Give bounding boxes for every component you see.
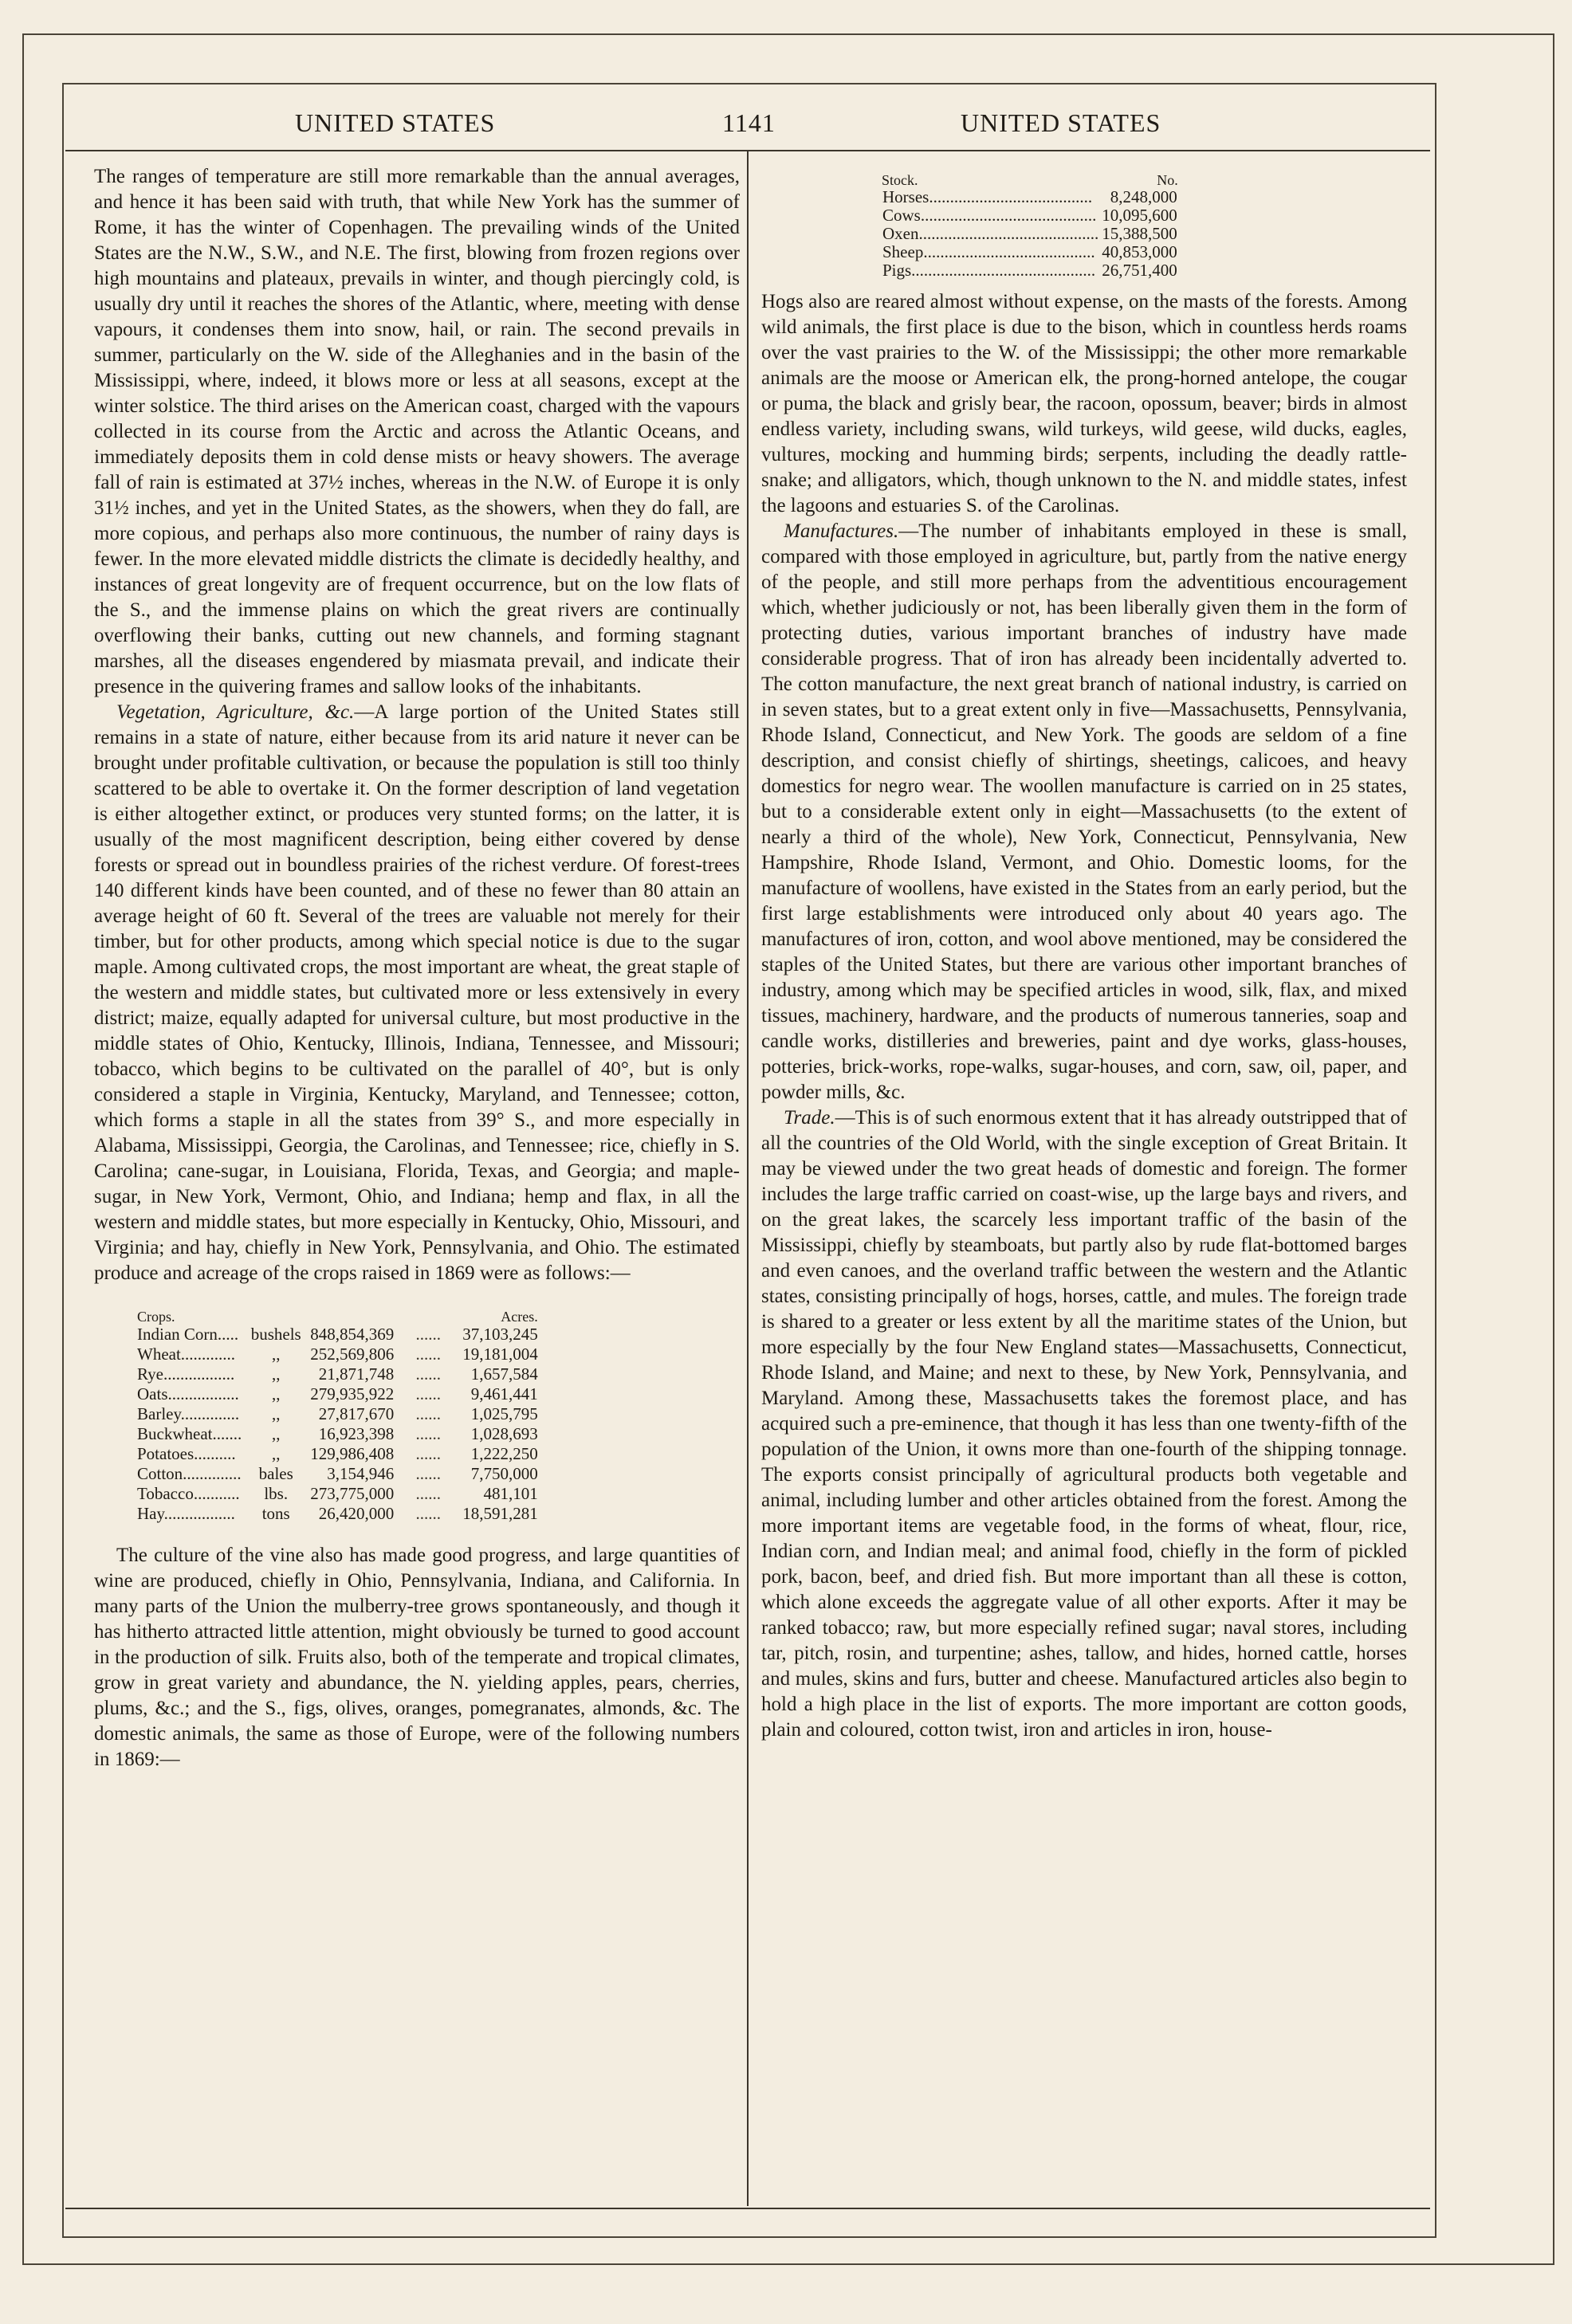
crops-row [134,1444,541,1464]
crops-row [134,1504,541,1524]
crop-dots: ...... [415,1444,441,1463]
left-column [94,164,740,1772]
acres-header: Acres. [501,1309,538,1325]
crop-name: Buckwheat....... [137,1424,242,1443]
page-number: 1141 [722,108,776,137]
climate-paragraph: The ranges of temperature are still more remarkable than the annual averages, and hence it has been said with truth, that while New York has the summer of Rome, it has the winter of Copenhagen. The prevailing winds of the United States are the N.W., S.W., and N.E. The first, blowing from frozen regions over high mountains and plateaux, prevails in winter, and though piercingly cold, is usually dry until it reaches the shores of the Atlantic, where, meeting with dense vapours, it condenses them into snow, hail, or rain. The second prevails in summer, particularly on the W. side of the Alleghanies and in the basin of the Mississippi, where, indeed, it blows more or less at all seasons, except at the winter solstice. The third arises on the American coast, charged with the vapours collected in its course from the Arctic and across the Atlantic Oceans, and immediately deposits them in cold dense mists or heavy showers. The average fall of rain is estimated at 37½ inches, whereas in the N.W. of Europe it is only 31½ inches, and yet in the United States, as the showers, when they do fall, are more copious, and perhaps also more continuous, the number of rainy days is fewer. In the more elevated middle districts the climate is decidedly healthy, and instances of great longevity are of frequent occurrence, but on the low flats of the S., and the immense plains on which the great rivers are continually overflowing their banks, cutting out new channels, and forming stagnant marshes, all the diseases engendered by miasmata prevail, and indicate their presence in the quivering frames and sallow looks of the inhabitants. [94,166,740,697]
crop-unit: ,, [271,1424,281,1443]
crop-acres: 18,591,281 [462,1504,538,1523]
crop-dots: ...... [415,1464,441,1483]
manufactures-heading: Manufactures. [784,520,899,542]
crop-acres: 1,025,795 [470,1404,538,1423]
crop-name: Cotton.............. [137,1464,242,1483]
crop-amount: 252,569,806 [310,1345,395,1364]
crop-amount: 3,154,946 [327,1464,395,1483]
stock-number: 8,248,000 [1110,187,1177,206]
running-head-right: UNITED STATES [961,108,1161,137]
crop-name: Barley.............. [137,1404,240,1423]
crops-row [134,1464,541,1484]
animals-paragraph: Hogs also are reared almost without expense, on the masts of the forests. Among wild animals, the first place is due to the bison, which in countless herds roams over the vast prairies to the W. of the Mississippi; the other more remarkable animals are the moose or American elk, the prong-horned antelope, the cougar or puma, the black and grisly bear, the racoon, opossum, beaver; birds in almost endless variety, including swans, wild turkeys, wild geese, wild ducks, eagles, vultures, mocking and humming birds; serpents, including the deadly rattle-snake; and alligators, which, though unknown to the N. and middle states, infest the lagoons and estuaries S. of the Carolinas. [761,291,1407,516]
vegetation-paragraph [94,700,740,1286]
crop-amount: 27,817,670 [318,1404,395,1423]
crop-unit: ,, [271,1345,281,1364]
stock-animal: Oxen........................................... [882,224,1099,243]
stock-animal: Pigs............................................ [882,261,1096,280]
vine-paragraph: The culture of the vine also has made good progress, and large quantities of wine are produced, chiefly in Ohio, Pennsylvania, Indiana, and California. In many parts of the Union the mulberry-tree grows spontaneously, and though it has hitherto attracted little attention, might obviously be turned to good account in the production of silk. Fruits also, both of the temperate and tropical climates, grow in great variety and abundance, the N. yielding apples, pears, cherries, plums, &c.; and the S., figs, olives, oranges, pomegranates, almonds, &c. The domestic animals, the same as those of Europe, were of the following numbers in 1869:— [94,1545,740,1770]
footer-rule [65,2208,1430,2209]
trade-heading: Trade. [784,1107,835,1129]
stock-row [881,225,1179,243]
stock-number: 26,751,400 [1102,261,1177,280]
crop-acres: 1,222,250 [470,1444,538,1463]
right-column [761,172,1407,1743]
crop-unit: ,, [271,1364,281,1384]
stock-header: Stock. [882,172,918,188]
crop-amount: 16,923,398 [318,1424,395,1443]
crop-unit: bushels [250,1325,301,1344]
crop-dots: ...... [415,1364,441,1384]
crop-acres: 19,181,004 [462,1345,538,1364]
crop-acres: 37,103,245 [462,1325,538,1344]
stock-animal: Sheep......................................... [882,242,1095,261]
crop-amount: 26,420,000 [318,1504,395,1523]
crop-amount: 21,871,748 [318,1364,395,1384]
manufactures-text: —The number of inhabitants employed in these is small, compared with those employed in agriculture, but, partly from the native energy of the people, and still more perhaps from the adventitious encouragement which, whether judiciously or not, has been liberally given them in the form of protecting duties, various important branches of industry have made considerable progress. That of iron has already been incidentally adverted to. The cotton manufacture, the next great branch of national industry, is carried on in seven states, but to a great extent only in five—Massachusetts, Pennsylvania, Rhode Island, Connecticut, and New York. The goods are seldom of a fine description, and consist chiefly of shirtings, sheetings, calicoes, and heavy domestics for negro wear. The woollen manufacture is carried on in 25 states, but to a considerable extent only in eight—Massachusetts (to the extent of nearly a third of the whole), New York, Connecticut, Pennsylvania, New Hampshire, Rhode Island, Vermont, and Ohio. Domestic looms, for the manufacture of woollens, have existed in the States from an early period, but the first large establishments were introduced only about 40 years ago. The manufactures of iron, cotton, and wool above mentioned, may be considered the staples of the United States, but there are various other important branches of industry, among which may be specified articles in wood, silk, flax, and mixed tissues, machinery, hardware, and the products of numerous tanneries, soap and candle works, distilleries and breweries, paint and dye works, glass-houses, potteries, brick-works, rope-walks, sugar-houses, and corn, saw, oil, paper, and powder mills, &c. [761,520,1407,1103]
crop-dots: ...... [415,1424,441,1443]
vegetation-text: —A large portion of the United States still remains in a state of nature, either because from its arid nature it never can be brought under profitable cultivation, or because the population is still too thinly scattered to be able to overtake it. On the former description of land vegetation is either altogether extinct, or produces very stunted forms; on the latter, it is usually of the most magnificent description, being either covered by dense forests or spread out in boundless prairies of the richest verdure. Of forest-trees 140 different kinds have been counted, and of these no fewer than 80 attain an average height of 60 ft. Several of the trees are valuable not merely for their timber, but for other products, among which special notice is due to the sugar maple. Among cultivated crops, the most important are wheat, the great staple of the western and middle states, but cultivated more or less extensively in every district; maize, equally adapted for universal culture, but most productive in the middle states of Ohio, Kentucky, Illinois, Indiana, Tennessee, and Missouri; tobacco, which begins to be cultivated on the parallel of 40°, but is only considered a staple in Virginia, Kentucky, Maryland, and Tennessee; cotton, which forms a staple in all the states from 39° S., and more especially in Alabama, Mississippi, Georgia, the Carolinas, and Tennessee; rice, chiefly in S. Carolina; cane-sugar, in Louisiana, Florida, Texas, and Georgia; and maple-sugar, in New York, Vermont, Ohio, and Indiana; hemp and flax, in all the western and middle states, but more especially in Kentucky, Ohio, Missouri, and Virginia; and hay, chiefly in New York, Pennsylvania, and Ohio. The estimated produce and acreage of the crops raised in 1869 were as follows:— [94,701,740,1284]
crop-name: Hay................. [137,1504,235,1523]
crop-name: Potatoes.......... [137,1444,236,1463]
stock-row [881,243,1179,261]
crop-acres: 9,461,441 [470,1384,538,1403]
crop-name: Indian Corn..... [137,1325,239,1344]
crop-unit: ,, [271,1384,281,1403]
stock-animal: Cows.......................................... [882,206,1097,225]
column-divider [747,151,749,2206]
stock-table [881,172,1179,280]
crops-row [134,1484,541,1504]
crop-dots: ...... [415,1345,441,1364]
crop-name: Oats................. [137,1384,239,1403]
crop-dots: ...... [415,1504,441,1523]
crops-row [134,1345,541,1364]
crop-amount: 273,775,000 [310,1484,395,1503]
crop-acres: 481,101 [483,1484,538,1503]
crop-unit: lbs. [264,1484,289,1503]
stock-row [881,206,1179,225]
trade-paragraph [761,1105,1407,1743]
stock-number: 10,095,600 [1102,206,1177,225]
crops-row [134,1364,541,1384]
crop-unit: tons [261,1504,290,1523]
crop-name: Rye................. [137,1364,235,1384]
crop-unit: bales [258,1464,293,1483]
crops-row [134,1404,541,1424]
crops-row [134,1384,541,1404]
crop-amount: 129,986,408 [310,1444,395,1463]
crop-dots: ...... [415,1404,441,1423]
crop-acres: 7,750,000 [470,1464,538,1483]
crop-dots: ...... [415,1325,441,1344]
crop-unit: ,, [271,1404,281,1423]
crop-unit: ,, [271,1444,281,1463]
crop-name: Wheat............. [137,1345,236,1364]
stock-row [881,261,1179,280]
crop-name: Tobacco........... [137,1484,240,1503]
stock-number: 40,853,000 [1102,242,1177,261]
stock-number-header: No. [1157,172,1178,188]
crop-acres: 1,028,693 [470,1424,538,1443]
crops-header: Crops. [137,1309,175,1325]
crop-amount: 848,854,369 [310,1325,395,1344]
crops-row [134,1325,541,1345]
vegetation-heading: Vegetation, Agriculture, &c. [116,701,355,723]
crop-dots: ...... [415,1484,441,1503]
manufactures-paragraph [761,519,1407,1105]
crop-amount: 279,935,922 [310,1384,395,1403]
crop-dots: ...... [415,1384,441,1403]
crop-acres: 1,657,584 [470,1364,538,1384]
stock-number: 15,388,500 [1102,224,1177,243]
crops-table [134,1309,541,1524]
crops-row [134,1424,541,1444]
stock-row [881,188,1179,206]
stock-animal: Horses....................................... [882,187,1093,206]
running-head-left: UNITED STATES [295,108,496,137]
trade-text: —This is of such enormous extent that it has already outstripped that of all the countries of the Old World, with the single exception of Great Britain. It may be viewed under the two great heads of domestic and foreign. The former includes the large traffic carried on coast-wise, up the large bays and rivers, and on the great lakes, the scarcely less important traffic of the basin of the Mississippi, chiefly by steamboats, but partly also by rude flat-bottomed barges and even canoes, and the overland traffic between the western and the Atlantic states, consisting principally of hogs, horses, cattle, and mules. The foreign trade is shared to a greater or less extent by all the maritime states of the Union, but more especially by the four New England states—Massachusetts, Connecticut, Rhode Island, and Maine; and next to these, by New York, Pennsylvania, and Maryland. Among these, Massachusetts takes the foremost place, and has acquired such a pre-eminence, that though it has less than one twenty-fifth of the population of the Union, it owns more than one-fourth of the shipping tonnage. The exports consist principally of agricultural products both vegetable and animal, including lumber and other articles obtained from the forest. Among the more important items are vegetable food, in the forms of wheat, flour, rice, Indian corn, and Indian meal; and animal food, chiefly in the form of pickled pork, bacon, beef, and dried fish. But more important than all these is cotton, which alone exceeds the aggregate value of all other exports. After it may be ranked tobacco; raw, but more especially refined sugar; naval stores, including tar, pitch, rosin, and turpentine; ashes, tallow, and hides, horned cattle, horses and mules, skins and furs, butter and cheese. Manufactured articles also begin to hold a high place in the list of exports. The more important are cotton goods, plain and coloured, cotton twist, iron and articles in iron, house- [761,1107,1407,1741]
